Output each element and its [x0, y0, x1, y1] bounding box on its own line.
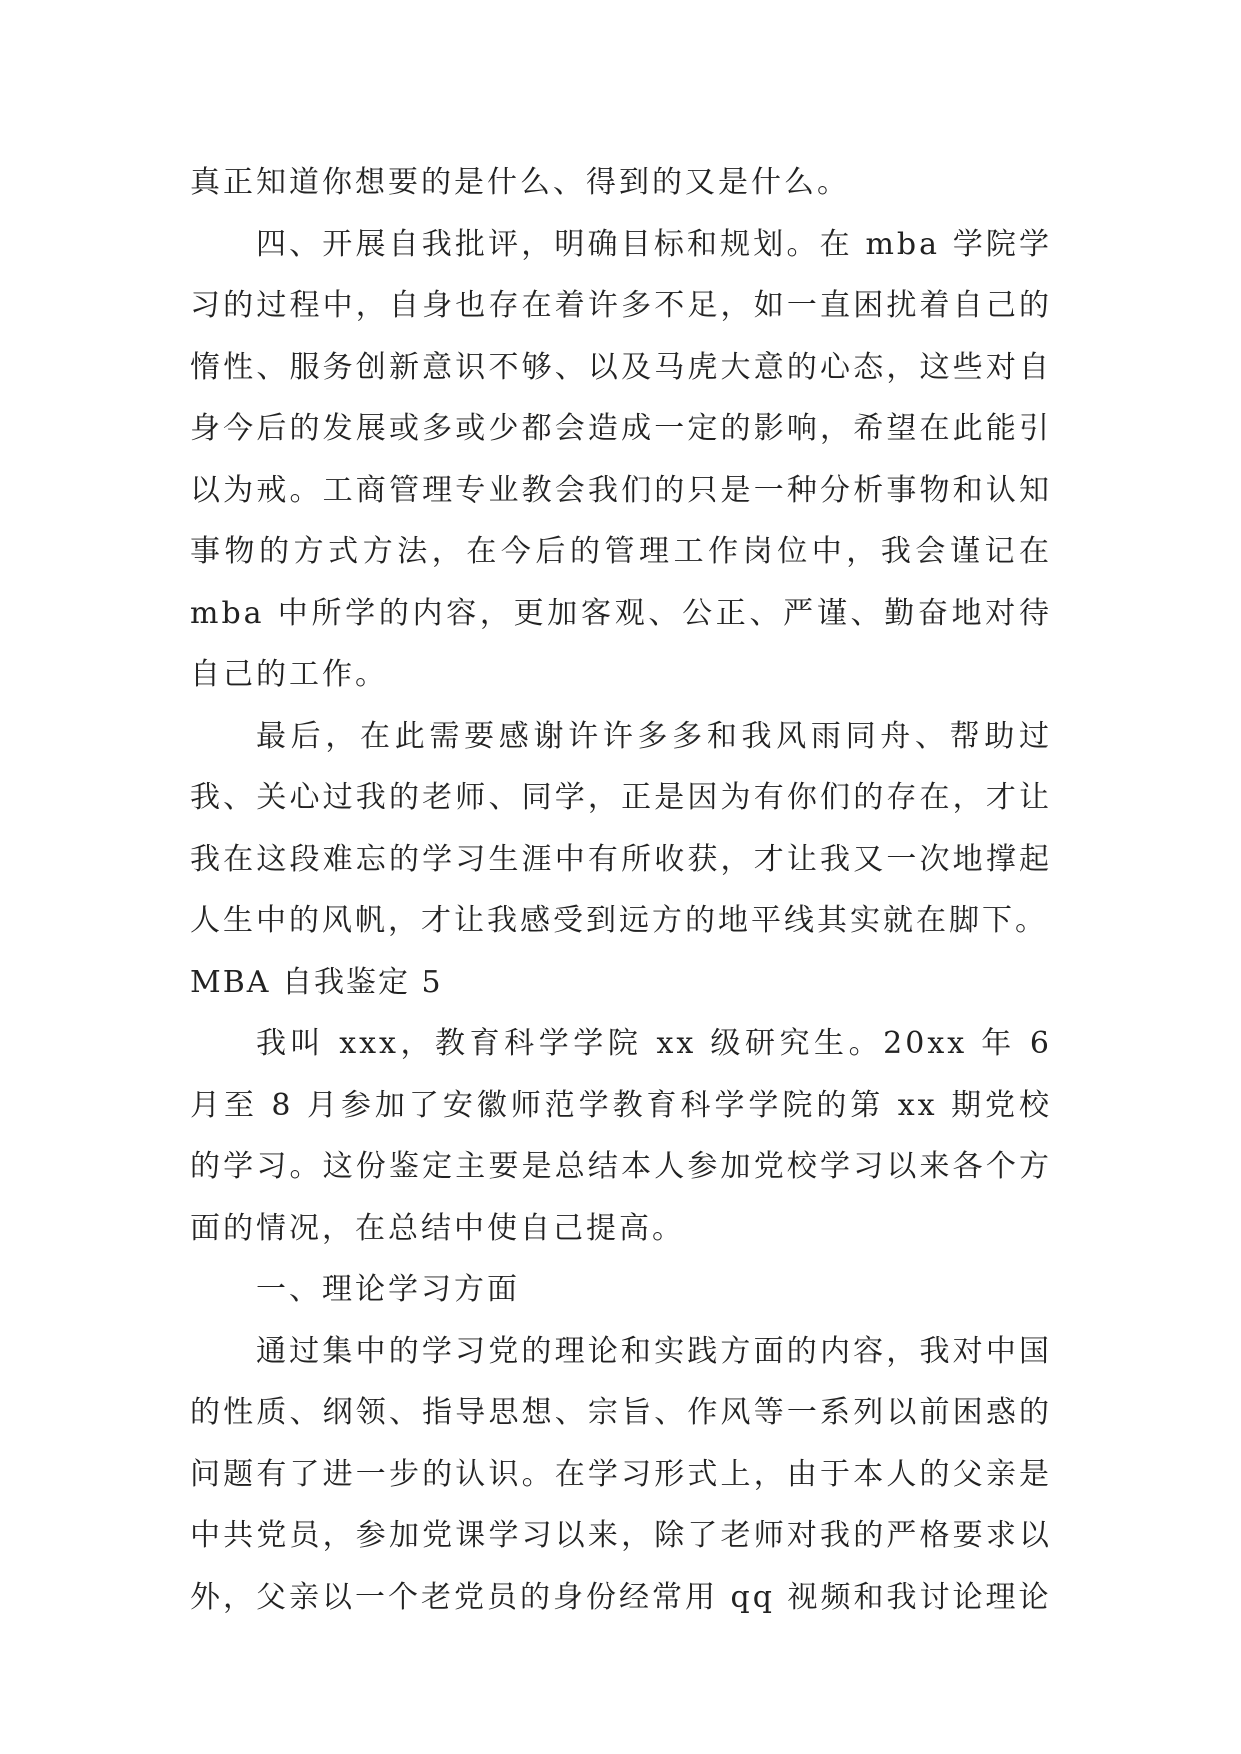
section-heading: MBA 自我鉴定 5	[190, 964, 443, 1000]
paragraph-introduction: 我叫 xxx，教育科学学院 xx 级研究生。20xx 年 6 月至 8 月参加了安徽师范学教育科学学院的第 xx 期党校的学习。这份鉴定主要是总结本人参加党校学习以来各个方面的情况，在总结中使自己提高。	[190, 1026, 1052, 1246]
paragraph-continuation: 真正知道你想要的是什么、得到的又是什么。	[190, 165, 850, 200]
subsection-heading: 一、理论学习方面	[256, 1272, 520, 1307]
paragraph-theory-study: 通过集中的学习党的理论和实践方面的内容，我对中国的性质、纲领、指导思想、宗旨、作风等一系列以前困惑的问题有了进一步的认识。在学习形式上，由于本人的父亲是中共党员，参加党课学习以来，除了老师对我的严格要求以外，父亲以一个老党员的身份经常用 qq 视频和我讨论理论	[190, 1333, 1052, 1615]
document-page	[190, 152, 1052, 1628]
paragraph-self-criticism: 四、开展自我批评，明确目标和规划。在 mba 学院学习的过程中，自身也存在着许多不足，如一直困扰着自己的惰性、服务创新意识不够、以及马虎大意的心态，这些对自身今后的发展或多或少都会造成一定的影响，希望在此能引以为戒。工商管理专业教会我们的只是一种分析事物和认知事物的方式方法，在今后的管理工作岗位中，我会谨记在 mba 中所学的内容，更加客观、公正、严谨、勤奋地对待自己的工作。	[190, 226, 1052, 692]
paragraph-acknowledgement: 最后，在此需要感谢许许多多和我风雨同舟、帮助过我、关心过我的老师、同学，正是因为有你们的存在，才让我在这段难忘的学习生涯中有所收获，才让我又一次地撑起人生中的风帆，才让我感受到远方的地平线其实就在脚下。	[190, 718, 1052, 938]
